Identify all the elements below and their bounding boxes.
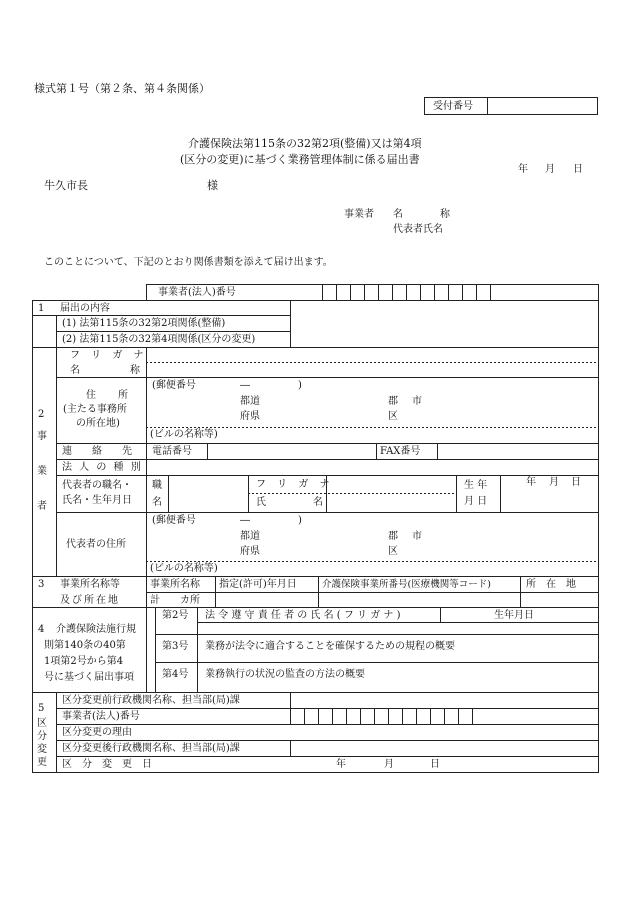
receipt-label: 受付番号 [433, 101, 473, 112]
art2-label: 第2号 [162, 610, 189, 621]
form-title-line1: 介護保険法第115条の32第2項(整備)又は第4項 [188, 137, 422, 150]
addressee-honorific: 様 [207, 179, 218, 192]
sec5-row3-label: 区分変更の理由 [62, 727, 132, 738]
sec5-year: 年 [336, 759, 346, 770]
art3-text: 業務が法令に適合することを確保するための規程の概要 [205, 641, 455, 652]
shoku-label: 職 [152, 480, 162, 491]
art3-label: 第3号 [162, 641, 189, 652]
fax-input[interactable] [439, 444, 597, 458]
sec5-char-2: 分 [37, 731, 47, 742]
sec1-item1[interactable]: (1) 法第115条の32第2項関係(整備) [62, 318, 226, 329]
sec5-row3-input[interactable] [292, 725, 597, 739]
designated-date-header: 指定(許可)年月日 [219, 579, 297, 590]
postal-dash: ― [240, 380, 250, 391]
operator-label: 事業者 [344, 209, 374, 220]
address-label-b: 所 [118, 390, 128, 401]
sec5-month: 月 [384, 759, 394, 770]
sec5-char-3: 変 [37, 744, 47, 755]
rep-gun-label: 郡 [388, 531, 398, 542]
date-day: 日 [573, 164, 583, 175]
art4-label: 第4号 [162, 669, 189, 680]
todo-label: 都道 [240, 396, 260, 407]
art2-text: 法 令 遵 守 責 任 者 の 氏 名 ( フ リ ガ ナ ) [205, 610, 401, 621]
name-label-a: 名 [70, 365, 80, 376]
corp-type-input[interactable] [148, 460, 598, 474]
art2-birth: 生年月日 [494, 610, 534, 621]
sec4-title-line4: 号に基づく届出事項 [44, 672, 134, 683]
sec1-title: 届出の内容 [60, 303, 110, 314]
sec5-row4-label: 区分変更後行政機関名称、担当部(局)課 [62, 743, 240, 754]
contact-label: 連 絡 先 [62, 446, 132, 457]
operator-name-label-1: 名 [393, 209, 403, 220]
date-month: 月 [545, 164, 555, 175]
name-label-b: 称 [130, 365, 140, 376]
rep-todo-label: 都道 [240, 531, 260, 542]
operator-name-label-2: 称 [440, 209, 450, 220]
form-title-line2: (区分の変更)に基づく業務管理体制に係る届出書 [180, 153, 420, 166]
postal-label: (郵便番号 [152, 380, 196, 391]
sec3-title-line2: 及び所在地 [60, 595, 120, 606]
sec5-row5-label: 区 分 変 更 日 [62, 759, 152, 770]
sec5-row1-input[interactable] [292, 693, 597, 707]
sec4-title-line2: 則第140条の40第 [44, 640, 126, 651]
furigana2-label: フ リ ガ ナ [256, 479, 334, 490]
fax-label: FAX番号 [380, 446, 421, 457]
office-number-header: 介護保険事業所番号(医療機関等コード) [322, 579, 491, 590]
tel-label: 電話番号 [152, 446, 192, 457]
rep-shi-label: 市 [412, 531, 422, 542]
operator-number-label: 事業者(法人)番号 [158, 287, 236, 298]
statement-text: このことについて、下記のとおり関係書類を添えて届け出ます。 [44, 257, 333, 268]
sec3-title-line1: 事業所名称等 [60, 579, 120, 590]
rep-fuken-label: 府県 [240, 546, 260, 557]
postal-close: ) [298, 380, 302, 391]
date-year: 年 [518, 164, 528, 175]
sec5-day: 日 [430, 759, 440, 770]
sec1-item2[interactable]: (2) 法第115条の32第4項関係(区分の変更) [62, 334, 256, 345]
furigana-input[interactable] [148, 348, 598, 362]
office-total: 計 カ所 [150, 595, 200, 606]
fuken-label: 府県 [240, 411, 260, 422]
sec2-char-3: 者 [37, 501, 47, 512]
gun-label: 郡 [388, 396, 398, 407]
building-label: (ビルの名称等) [150, 429, 218, 440]
representative-label: 代表者氏名 [393, 224, 443, 235]
addressee: 牛久市長 [44, 179, 88, 192]
form-number: 様式第１号（第２条、第４条関係） [34, 82, 210, 95]
sec2-char-2: 業 [37, 466, 47, 477]
sec2-number: 2 [38, 409, 45, 420]
art2-input[interactable] [199, 623, 597, 633]
sec4-title-line3: 1項第2号から第4 [44, 656, 124, 667]
birth-label-2: 月 日 [464, 496, 488, 507]
birth-month: 月 [549, 477, 559, 488]
sec5-row2-label: 事業者(法人)番号 [62, 711, 140, 722]
address-sub2: の所在地) [76, 418, 120, 429]
rep-postal-close: ) [298, 515, 302, 526]
rep-building-label: (ビルの名称等) [150, 563, 218, 574]
ku-label: 区 [388, 411, 398, 422]
birth-label-1: 生 年 [464, 480, 488, 491]
birth-year: 年 [526, 477, 536, 488]
rep-ku-label: 区 [388, 546, 398, 557]
sec5-row4-input[interactable] [292, 741, 597, 755]
shi2-label: 氏 [256, 497, 266, 508]
name-input[interactable] [148, 363, 598, 377]
corp-type-label: 法 人 の 種 別 [62, 462, 143, 473]
sec5-char-1: 区 [37, 718, 47, 729]
rep-postal-dash: ― [240, 515, 250, 526]
sec5-char-4: 更 [37, 757, 47, 768]
sec1-number: 1 [38, 303, 45, 314]
rep-title-line1: 代表者の職名・ [62, 480, 132, 491]
mei2-label: 名 [313, 497, 323, 508]
address-label-a: 住 [86, 390, 96, 401]
location-header: 所 在 地 [526, 579, 576, 590]
office-name-header: 事業所名称 [150, 579, 200, 590]
sec2-char-1: 事 [37, 431, 47, 442]
sec5-row1-label: 区分変更前行政機関名称、担当部(局)課 [62, 695, 240, 706]
rep-address-label: 代表者の住所 [66, 539, 126, 550]
sec3-number: 3 [38, 579, 45, 590]
sec4-number: 4 [38, 624, 45, 635]
sec5-number: 5 [38, 703, 45, 714]
sec4-title-line1: 介護保険法施行規 [56, 624, 136, 635]
rep-title-line2: 氏名・生年月日 [62, 495, 132, 506]
art4-text: 業務執行の状況の監査の方法の概要 [205, 669, 365, 680]
furigana-label: フ リ ガ ナ [70, 350, 148, 361]
birth-day: 日 [571, 477, 581, 488]
rep-postal-label: (郵便番号 [152, 515, 196, 526]
mei-label: 名 [152, 497, 162, 508]
shi-label: 市 [412, 396, 422, 407]
address-sub1: (主たる事務所 [63, 404, 127, 415]
tel-input[interactable] [209, 444, 375, 458]
